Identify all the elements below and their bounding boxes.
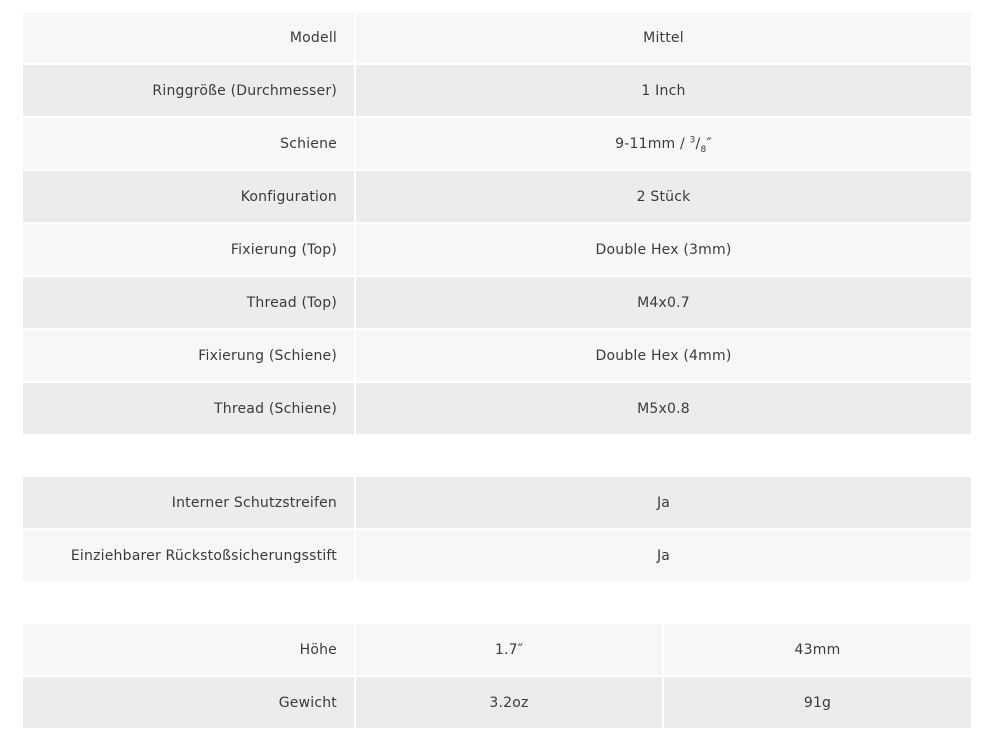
table-row bbox=[23, 171, 971, 222]
row-value-rueckstoss: Ja bbox=[356, 530, 971, 581]
table-row bbox=[23, 330, 971, 381]
specs-table-main bbox=[23, 12, 971, 434]
schiene-value-prefix: 9-11mm / bbox=[615, 135, 690, 152]
row-value-fixierung-schiene: Double Hex (4mm) bbox=[356, 330, 971, 381]
row-label-schiene: Schiene bbox=[23, 118, 354, 169]
row-label-gewicht: Gewicht bbox=[23, 677, 354, 728]
row-label-ringgroesse: Ringgröße (Durchmesser) bbox=[23, 65, 354, 116]
row-value-thread-top: M4x0.7 bbox=[356, 277, 971, 328]
table-row bbox=[23, 677, 971, 728]
row-value-hoehe-imperial: 1.7″ bbox=[356, 624, 662, 675]
table-row bbox=[23, 277, 971, 328]
table-row bbox=[23, 224, 971, 275]
schiene-value-suffix: ″ bbox=[706, 135, 712, 152]
row-value-gewicht-imperial: 3.2oz bbox=[356, 677, 662, 728]
schiene-fraction-denominator: 8 bbox=[700, 144, 707, 155]
row-value-ringgroesse: 1 Inch bbox=[356, 65, 971, 116]
row-label-schutzstreifen: Interner Schutzstreifen bbox=[23, 477, 354, 528]
table-row bbox=[23, 118, 971, 169]
row-label-rueckstoss: Einziehbarer Rückstoßsicherungsstift bbox=[23, 530, 354, 581]
row-value-schutzstreifen: Ja bbox=[356, 477, 971, 528]
table-row bbox=[23, 12, 971, 63]
table-row bbox=[23, 477, 971, 528]
row-label-fixierung-schiene: Fixierung (Schiene) bbox=[23, 330, 354, 381]
row-value-hoehe-metric: 43mm bbox=[664, 624, 971, 675]
row-label-thread-top: Thread (Top) bbox=[23, 277, 354, 328]
row-label-konfiguration: Konfiguration bbox=[23, 171, 354, 222]
row-value-gewicht-metric: 91g bbox=[664, 677, 971, 728]
table-row bbox=[23, 383, 971, 434]
row-label-fixierung-top: Fixierung (Top) bbox=[23, 224, 354, 275]
specs-table-dimensions bbox=[23, 624, 971, 728]
table-row bbox=[23, 624, 971, 675]
table-row bbox=[23, 65, 971, 116]
schiene-fraction-separator: / bbox=[695, 135, 701, 152]
row-label-modell: Modell bbox=[23, 12, 354, 63]
row-value-fixierung-top: Double Hex (3mm) bbox=[356, 224, 971, 275]
row-value-modell: Mittel bbox=[356, 12, 971, 63]
schiene-value-text bbox=[615, 134, 712, 155]
row-value-schiene bbox=[356, 118, 971, 169]
row-label-thread-schiene: Thread (Schiene) bbox=[23, 383, 354, 434]
row-value-konfiguration: 2 Stück bbox=[356, 171, 971, 222]
table-row bbox=[23, 530, 971, 581]
row-value-thread-schiene: M5x0.8 bbox=[356, 383, 971, 434]
specs-table-safety bbox=[23, 477, 971, 581]
row-label-hoehe: Höhe bbox=[23, 624, 354, 675]
schiene-fraction-numerator: 3 bbox=[689, 134, 696, 145]
